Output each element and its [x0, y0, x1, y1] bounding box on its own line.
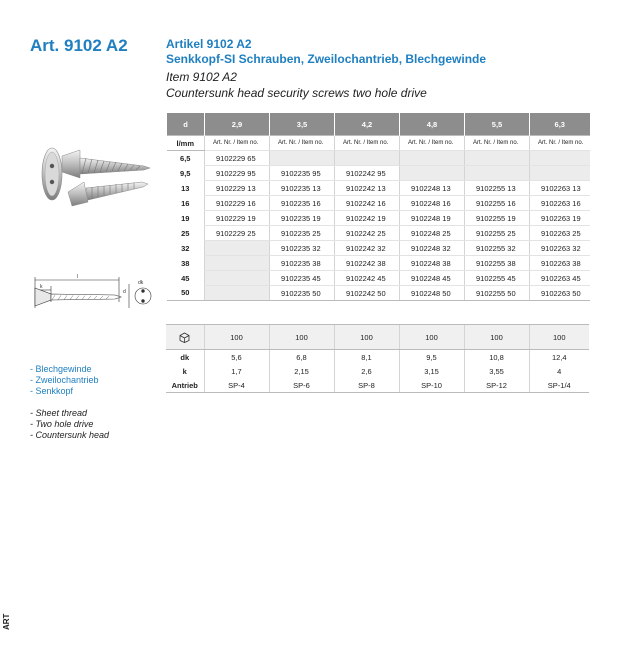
header-en-title: Item 9102 A2 [166, 70, 237, 84]
feature-en-item: - Countersunk head [30, 430, 110, 440]
article-number-cell: 9102229 25 [205, 226, 270, 241]
row-length-label: 6,5 [180, 153, 191, 163]
row-length-label: 25 [181, 228, 190, 238]
drive-row-cell: SP-12 [464, 378, 529, 393]
drive-row-cell: SP-10 [399, 378, 464, 393]
article-number-cell: 9102263 19 [530, 211, 590, 226]
header-cell-diameter: 5,5 [465, 113, 530, 136]
features-de [30, 364, 99, 397]
table-row [167, 211, 590, 226]
header-cell-diameter: 4,2 [335, 113, 400, 136]
features-en [30, 408, 109, 441]
article-number-cell: 9102263 13 [530, 181, 590, 196]
article-number-cell: 9102235 32 [270, 241, 335, 256]
article-number-cell: 9102235 16 [270, 196, 335, 211]
article-number-cell: 9102235 38 [270, 256, 335, 271]
drive-row [166, 378, 589, 393]
feature-en-item: - Sheet thread [30, 408, 88, 418]
row-length-label: 50 [167, 286, 205, 301]
dim-label-dk: dk [138, 280, 144, 286]
dk-row-cell: 9,5 [399, 350, 464, 365]
article-number-cell: 9102242 95 [335, 166, 400, 181]
k-row-label: k [182, 366, 187, 376]
pack-qty-cell: 100 [334, 325, 399, 350]
table-row [167, 286, 590, 301]
subheader-cell: Art. Nr. / Item no. [400, 136, 465, 151]
k-row-cell: 1,7 [204, 364, 269, 378]
dk-row-cell: 8,1 [334, 350, 399, 365]
dk-row [166, 350, 589, 365]
product-photo [22, 136, 157, 226]
table-subheader-row [167, 136, 590, 151]
specs-table [166, 324, 589, 393]
article-number-cell: 9102235 50 [270, 286, 335, 301]
row-length-label: 32 [181, 243, 190, 253]
table-row [167, 256, 590, 271]
article-number-cell: 9102263 45 [530, 271, 590, 286]
article-number-cell: 9102248 45 [400, 271, 465, 286]
header-de-title: Artikel 9102 A2 [166, 37, 252, 51]
article-number-cell: 9102229 65 [205, 151, 270, 166]
header-cell-diameter: 6,3 [530, 113, 590, 136]
pack-qty-label [166, 325, 204, 350]
table-row [167, 196, 590, 211]
article-number-cell: 9102248 38 [400, 256, 465, 271]
header-de-subtitle: Senkkopf-SI Schrauben, Zweilochantrieb, Blechgewinde [166, 52, 487, 66]
dk-row-cell: 10,8 [464, 350, 529, 365]
subheader-cell: Art. Nr. / Item no. [465, 136, 530, 151]
table-row [167, 271, 590, 286]
table-row [167, 151, 590, 166]
screw-head-front [42, 148, 62, 200]
k-row-cell: 4 [529, 364, 589, 378]
k-row [166, 364, 589, 378]
article-number-cell: 9102263 25 [530, 226, 590, 241]
article-number-cell [205, 286, 270, 301]
article-number-cell: 9102229 16 [205, 196, 270, 211]
table-row [167, 226, 590, 241]
drive-row-cell: SP-1/4 [529, 378, 589, 393]
article-number-cell: 9102248 13 [400, 181, 465, 196]
article-number-cell: 9102242 25 [335, 226, 400, 241]
header-cell-d: d [167, 113, 205, 136]
article-number-cell [270, 151, 335, 166]
row-length-label: 45 [181, 273, 190, 283]
article-number-cell [205, 271, 270, 286]
row-length-label: 13 [181, 183, 190, 193]
article-number-cell: 9102263 38 [530, 256, 590, 271]
article-number-cell: 9102235 19 [270, 211, 335, 226]
article-number-cell [335, 151, 400, 166]
subheader-cell: Art. Nr. / Item no. [270, 136, 335, 151]
article-number-cell: 9102235 45 [270, 271, 335, 286]
article-number-cell: 9102255 38 [465, 256, 530, 271]
package-box-icon [179, 332, 190, 343]
article-number-cell [530, 151, 590, 166]
feature-de-item: - Senkkopf [30, 386, 74, 396]
subheader-label: l/mm [167, 136, 205, 151]
row-length-label: 9,5 [180, 168, 191, 178]
pack-qty-cell: 100 [269, 325, 334, 350]
header-cell-diameter: 2,9 [205, 113, 270, 136]
drive-row-cell: SP-6 [269, 378, 334, 393]
article-number-cell: 9102255 50 [465, 286, 530, 301]
drive-row-cell: SP-4 [204, 378, 269, 393]
dim-label-d: d [123, 289, 126, 295]
article-number-cell [465, 151, 530, 166]
header-en-subtitle: Countersunk head security screws two hole drive [166, 86, 427, 100]
pack-qty-row [166, 325, 589, 350]
article-number-cell [400, 166, 465, 181]
pack-qty-cell: 100 [529, 325, 589, 350]
article-number-cell: 9102242 16 [335, 196, 400, 211]
header-cell-diameter: 3,5 [270, 113, 335, 136]
article-number-cell [205, 256, 270, 271]
k-row-cell: 2,15 [269, 364, 334, 378]
k-row-cell: 3,55 [464, 364, 529, 378]
feature-en-item: - Two hole drive [30, 419, 94, 429]
article-number-cell: 9102242 19 [335, 211, 400, 226]
technical-drawing [25, 272, 160, 314]
article-number-cell [465, 166, 530, 181]
article-number-cell: 9102242 32 [335, 241, 400, 256]
drive-row-label: Antrieb [166, 378, 204, 393]
article-number-cell: 9102229 19 [205, 211, 270, 226]
table-row [167, 241, 590, 256]
article-number-cell: 9102263 16 [530, 196, 590, 211]
row-length-label: 38 [181, 258, 190, 268]
article-number-cell: 9102235 13 [270, 181, 335, 196]
feature-de-item: - Blechgewinde [30, 364, 92, 374]
article-number-cell: 9102229 13 [205, 181, 270, 196]
article-number-cell: 9102235 95 [270, 166, 335, 181]
article-number-cell: 9102248 25 [400, 226, 465, 241]
article-number-cell: 9102255 16 [465, 196, 530, 211]
article-number-cell: 9102248 19 [400, 211, 465, 226]
screw-angled-view [68, 182, 148, 206]
header-cell-diameter: 4,8 [400, 113, 465, 136]
article-number-cell [530, 166, 590, 181]
pack-qty-cell: 100 [464, 325, 529, 350]
article-number-cell: 9102255 19 [465, 211, 530, 226]
article-number-table [166, 113, 590, 301]
article-number-cell: 9102242 13 [335, 181, 400, 196]
subheader-cell: Art. Nr. / Item no. [530, 136, 590, 151]
dk-row-cell: 6,8 [269, 350, 334, 365]
table-header-row [167, 113, 590, 136]
drive-row-cell: SP-8 [334, 378, 399, 393]
row-length-label: 19 [181, 213, 190, 223]
dk-row-cell: 12,4 [529, 350, 589, 365]
subheader-cell: Art. Nr. / Item no. [335, 136, 400, 151]
side-section-tag: ART [2, 613, 11, 630]
k-row-cell: 3,15 [399, 364, 464, 378]
article-number-cell: 9102255 25 [465, 226, 530, 241]
article-number-cell: 9102248 50 [400, 286, 465, 301]
article-number-cell: 9102255 32 [465, 241, 530, 256]
row-length-label: 16 [181, 198, 190, 208]
article-number-cell [400, 151, 465, 166]
article-number-cell: 9102263 50 [530, 286, 590, 301]
dk-row-label: dk [180, 352, 190, 362]
article-number-cell: 9102229 95 [205, 166, 270, 181]
article-number-cell: 9102248 16 [400, 196, 465, 211]
dk-row-cell: 5,6 [204, 350, 269, 365]
pack-qty-cell: 100 [399, 325, 464, 350]
article-number-cell: 9102255 13 [465, 181, 530, 196]
article-number-cell [205, 241, 270, 256]
pack-qty-cell: 100 [204, 325, 269, 350]
subheader-cell: Art. Nr. / Item no. [205, 136, 270, 151]
article-number-cell: 9102242 38 [335, 256, 400, 271]
article-number-cell: 9102235 25 [270, 226, 335, 241]
article-number-cell: 9102255 45 [465, 271, 530, 286]
dim-label-k: k [40, 284, 43, 290]
article-number-cell: 9102242 50 [335, 286, 400, 301]
k-row-cell: 2,6 [334, 364, 399, 378]
article-title: Art. 9102 A2 [30, 36, 128, 55]
article-number-cell: 9102242 45 [335, 271, 400, 286]
article-number-cell: 9102263 32 [530, 241, 590, 256]
screw-side-view [62, 150, 150, 178]
table-row [167, 181, 590, 196]
feature-de-item: - Zweilochantrieb [30, 375, 99, 385]
dim-label-l: l [77, 274, 79, 280]
table-row [167, 166, 590, 181]
article-number-cell: 9102248 32 [400, 241, 465, 256]
